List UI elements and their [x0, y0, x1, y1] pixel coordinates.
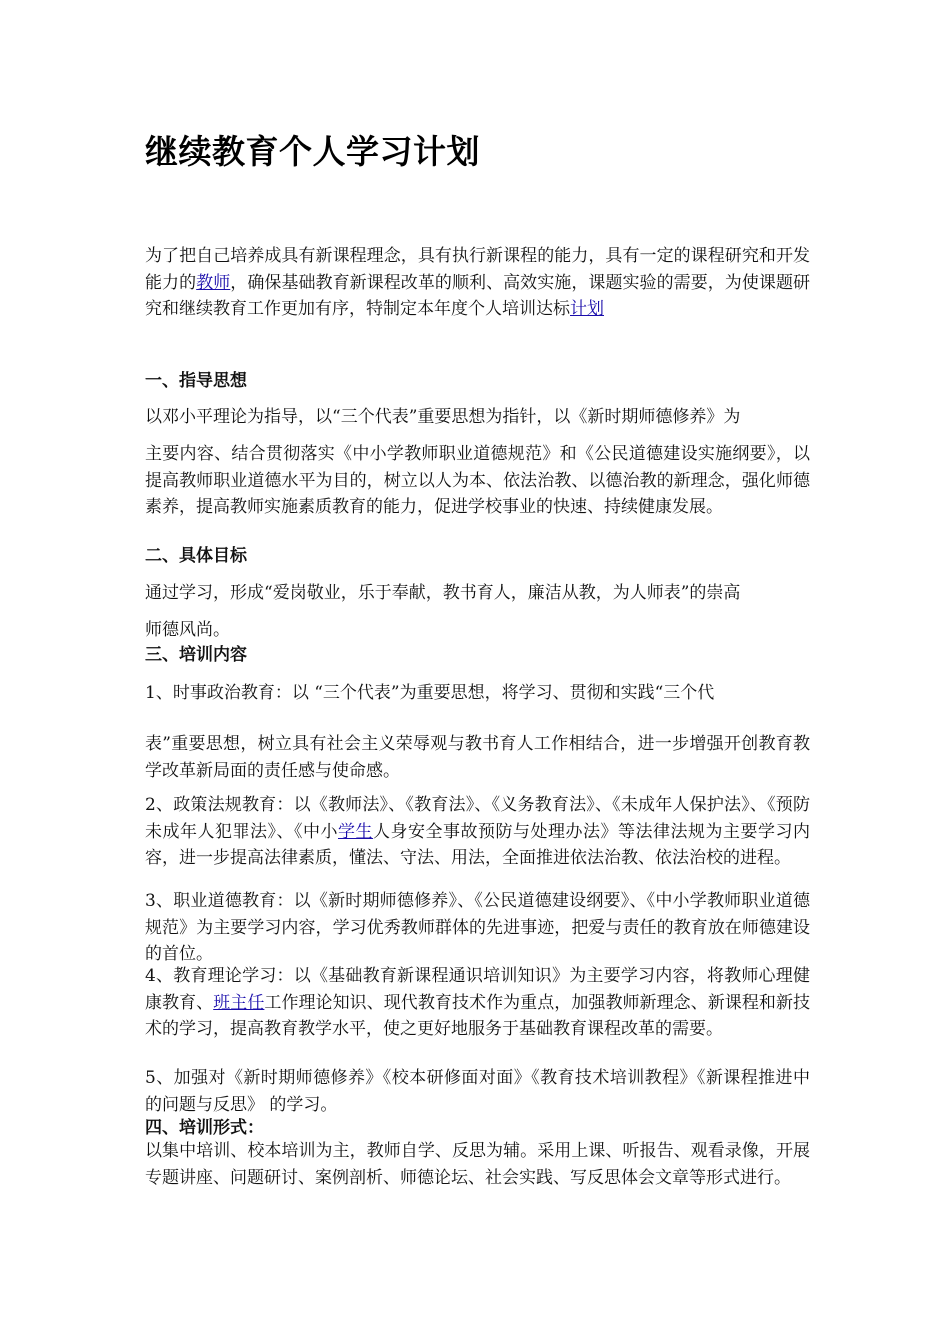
training-item-5: 5、加强对《新时期师德修养》《校本研修面对面》《教育技术培训教程》《新课程推进中的问题与反思》 的学习。	[145, 1068, 810, 1115]
training-item-4	[145, 963, 810, 1043]
section-heading-training-content: 三、培训内容	[145, 645, 247, 665]
training-item-1-line-1: 1、时事政治教育：以 “三个代表”为重要思想，将学习、贯彻和实践“三个代	[145, 683, 715, 703]
guiding-ideology-body: 主要内容、结合贯彻落实《中小学教师职业道德规范》和《公民道德建设实施纲要》，以提高教师职业道德水平为目的，树立以人为本、依法治教、以德治教的新理念，强化师德素养，提高教师实施素质教育的能力，促进学校事业的快速、持续健康发展。	[145, 444, 810, 517]
class-teacher-link[interactable]: 班主任	[213, 992, 265, 1013]
section-heading-guiding-ideology: 一、指导思想	[145, 371, 247, 391]
training-item-4-text-2: 工作理论知识、现代教育技术作为重点，加强教师新理念、新课程和新技术的学习，提高教育教学水平，使之更好地服务于基础教育课程改革的需要。	[145, 992, 811, 1039]
document-title: 继续教育个人学习计划	[145, 132, 480, 171]
section-heading-specific-goals: 二、具体目标	[145, 546, 247, 566]
training-format-body: 以集中培训、校本培训为主，教师自学、反思为辅。采用上课、听报告、观看录像，开展专题讲座、问题研讨、案例剖析、师德论坛、社会实践、写反思体会文章等形式进行。	[145, 1141, 810, 1188]
intro-paragraph	[145, 243, 810, 323]
training-item-2	[145, 792, 810, 872]
training-item-3: 3、职业道德教育：以《新时期师德修养》、《公民道德建设纲要》、《中小学教师职业道德规范》为主要学习内容，学习优秀教师群体的先进事迹，把爱与责任的教育放在师德建设的首位。	[145, 891, 810, 964]
specific-goals-line-1: 通过学习，形成“爱岗敬业，乐于奉献，教书育人，廉洁从教，为人师表”的崇高	[145, 583, 741, 603]
teacher-link[interactable]: 教师	[196, 272, 231, 293]
plan-link[interactable]: 计划	[570, 299, 604, 319]
training-item-2-text-2: 人身安全事故预防与处理办法》等法律法规为主要学习内容，进一步提高法律素质，懂法、守法、用法，全面推进依法治教、依法治校的进程。	[145, 821, 810, 868]
guiding-ideology-line-1: 以邓小平理论为指导，以“三个代表”重要思想为指针，以《新时期师德修养》为	[145, 407, 741, 427]
training-item-4-text-1: 4、教育理论学习：以《基础教育新课程通识培训知识》为主要学习内容，将教师心理健康教育、	[145, 966, 810, 1013]
intro-text-1: 为了把自己培养成具有新课程理念，具有执行新课程的能力，具有一定的课程研究和开发能力的	[145, 246, 810, 293]
student-link[interactable]: 学生	[338, 821, 373, 842]
specific-goals-line-2: 师德风尚。	[145, 620, 230, 640]
section-heading-training-format: 四、培训形式：	[145, 1118, 264, 1138]
training-item-2-text-1: 2、政策法规教育：以《教师法》、《教育法》、《义务教育法》、《未成年人保护法》、《预防未成年人犯罪法》、《中小	[145, 795, 810, 842]
intro-text-2: ，确保基础教育新课程改革的顺利、高效实施，课题实验的需要，为使课题研究和继续教育工作更加有序，特制定本年度个人培训达标	[145, 272, 811, 319]
training-item-1-rest: 表”重要思想，树立具有社会主义荣辱观与教书育人工作相结合，进一步增强开创教育教学改革新局面的责任感与使命感。	[145, 734, 810, 781]
